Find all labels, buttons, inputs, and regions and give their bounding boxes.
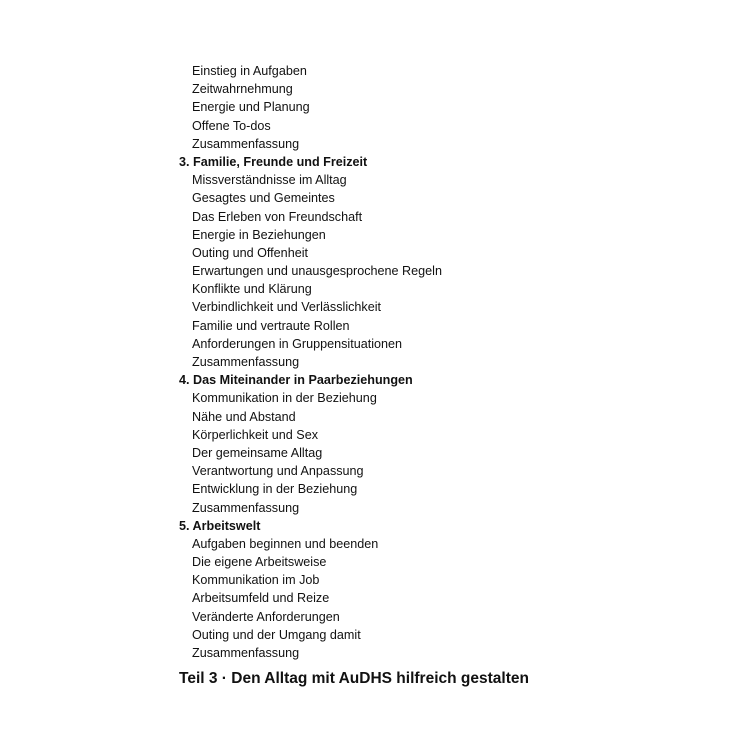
toc-entry: Veränderte Anforderungen bbox=[192, 609, 340, 624]
toc-entry: Outing und Offenheit bbox=[192, 245, 308, 260]
part-heading: Teil 3 · Den Alltag mit AuDHS hilfreich gestalten bbox=[179, 670, 529, 687]
toc-entry: Energie und Planung bbox=[192, 100, 310, 115]
toc-entry: Gesagtes und Gemeintes bbox=[192, 191, 335, 206]
toc-entry: Anforderungen in Gruppensituationen bbox=[192, 336, 403, 351]
toc-entry: Kommunikation im Job bbox=[192, 573, 320, 588]
chapter-heading: 5. Arbeitswelt bbox=[179, 518, 261, 533]
toc-entry: Missverständnisse im Alltag bbox=[192, 173, 347, 188]
toc-entry: Zeitwahrnehmung bbox=[192, 82, 293, 97]
toc-entry: Nähe und Abstand bbox=[192, 409, 296, 424]
toc-entry: Outing und der Umgang damit bbox=[192, 627, 361, 642]
toc-entry: Zusammenfassung bbox=[192, 500, 300, 515]
toc-entry: Familie und vertraute Rollen bbox=[192, 318, 350, 333]
toc-entry: Körperlichkeit und Sex bbox=[192, 427, 319, 442]
toc-entry: Konflikte und Klärung bbox=[192, 282, 312, 297]
toc-entry: Aufgaben beginnen und beenden bbox=[192, 536, 379, 551]
toc-entry: Entwicklung in der Beziehung bbox=[192, 482, 358, 497]
table-of-contents bbox=[179, 62, 719, 662]
toc-entry: Das Erleben von Freundschaft bbox=[192, 209, 363, 224]
toc-entry: Zusammenfassung bbox=[192, 355, 300, 369]
toc-entry: Verantwortung und Anpassung bbox=[192, 464, 364, 479]
toc-entry: Einstieg in Aufgaben bbox=[192, 64, 307, 78]
toc-entry: Offene To-dos bbox=[192, 118, 271, 133]
chapter-heading: 3. Familie, Freunde und Freizeit bbox=[179, 154, 368, 169]
toc-entry: Erwartungen und unausgesprochene Regeln bbox=[192, 264, 442, 279]
toc-entry: Verbindlichkeit und Verlässlichkeit bbox=[192, 300, 382, 315]
toc-entry: Energie in Beziehungen bbox=[192, 227, 326, 242]
chapter-heading: 4. Das Miteinander in Paarbeziehungen bbox=[179, 373, 413, 388]
toc-entry: Zusammenfassung bbox=[192, 646, 300, 660]
toc-entry: Der gemeinsame Alltag bbox=[192, 445, 323, 460]
toc-entry: Die eigene Arbeitsweise bbox=[192, 555, 327, 570]
toc-entry: Kommunikation in der Beziehung bbox=[192, 391, 377, 406]
toc-entry: Arbeitsumfeld und Reize bbox=[192, 591, 330, 606]
toc-entry: Zusammenfassung bbox=[192, 136, 300, 151]
